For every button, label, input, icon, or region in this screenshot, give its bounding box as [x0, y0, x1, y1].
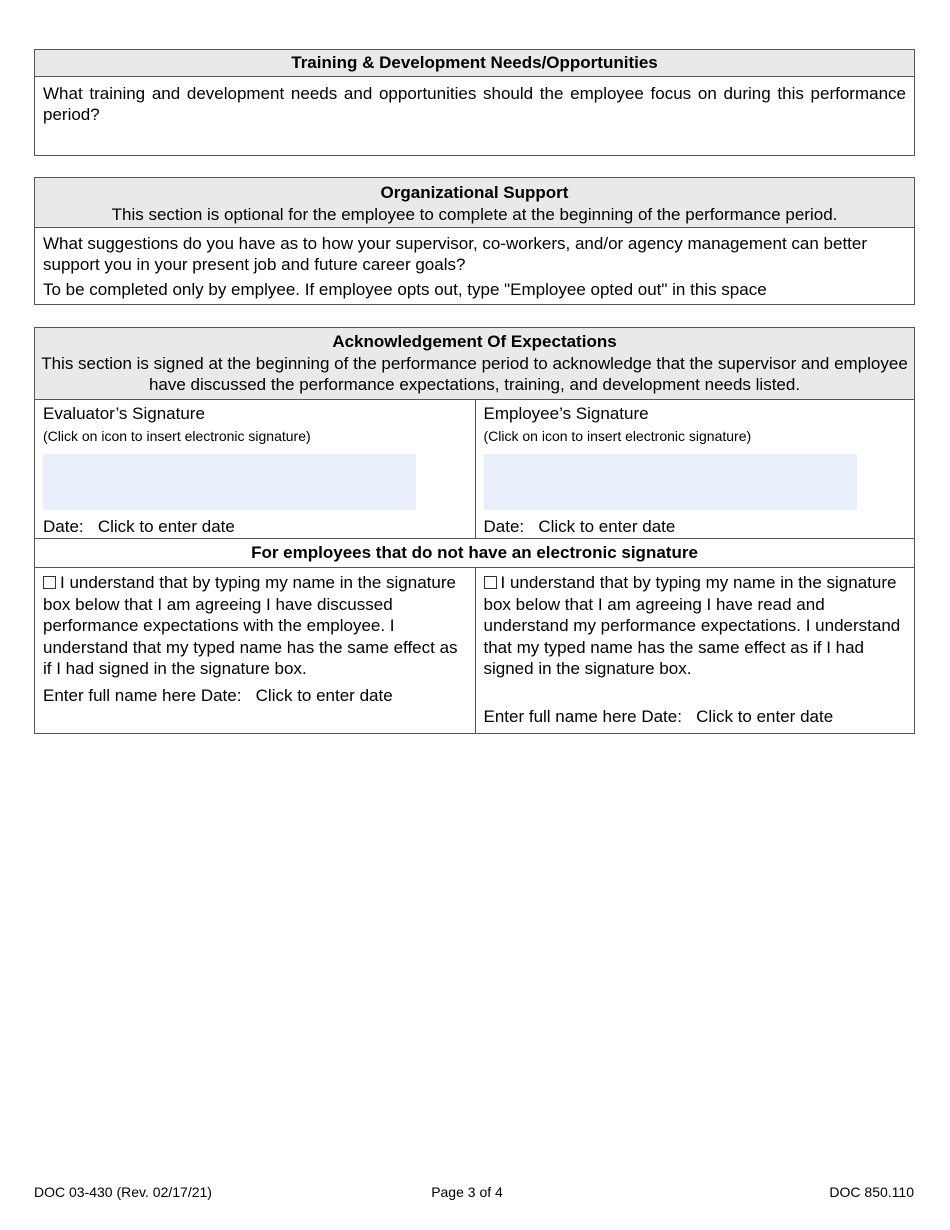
employee-name-field[interactable]: Enter full name here	[483, 707, 637, 726]
acknowledgement-title: Acknowledgement Of Expectations	[332, 332, 617, 351]
org-support-response-field[interactable]: To be completed only by emplyee. If employee opts out, type "Employee opted out" in this space	[43, 280, 767, 299]
no-esig-header: For employees that do not have an electronic signature	[35, 539, 914, 568]
evaluator-typed-name-row	[43, 685, 467, 706]
acknowledgement-section	[34, 327, 915, 734]
employee-date-field[interactable]: Click to enter date	[538, 517, 676, 536]
evaluator-statement-text: I understand that by typing my name in the signature box below that I am agreeing I have discussed performance expectations with the employee. I understand that my typed name has the same effect as if I had signed in the signature box.	[43, 573, 458, 678]
employee-date-label: Date:	[483, 517, 525, 536]
employee-signature-hint: (Click on icon to insert electronic signature)	[483, 428, 752, 444]
training-section	[34, 49, 915, 156]
evaluator-date-field[interactable]: Click to enter date	[97, 517, 235, 536]
evaluator-name-field[interactable]: Enter full name here	[43, 685, 197, 705]
org-support-subtitle: This section is optional for the employee to complete at the beginning of the performance period.	[111, 205, 838, 224]
typed-signature-row	[35, 568, 914, 733]
evaluator-signature-label: Evaluator’s Signature	[43, 404, 205, 423]
training-header	[35, 50, 914, 77]
evaluator-date	[43, 516, 467, 537]
org-support-section	[34, 177, 915, 305]
org-support-question: What suggestions do you have as to how your supervisor, co-workers, and/or agency management can better support you in your present job and future career goals?	[43, 234, 868, 274]
org-support-header	[35, 178, 914, 228]
employee-signature-box[interactable]	[484, 454, 857, 510]
evaluator-statement	[43, 572, 467, 680]
evaluator-agree-checkbox[interactable]	[43, 576, 56, 589]
org-support-title: Organizational Support	[380, 183, 569, 202]
evaluator-signature-hint: (Click on icon to insert electronic signature)	[43, 428, 311, 444]
employee-agree-checkbox[interactable]	[484, 576, 497, 589]
employee-statement-text: I understand that by typing my name in the signature box below that I am agreeing I have read and understand my performance expectations. I understand that my typed name has the same effect as if I had signed in the signature box.	[483, 573, 901, 678]
evaluator-signature-box[interactable]	[43, 454, 416, 510]
employee-typed-cell	[475, 568, 915, 733]
employee-date	[484, 516, 907, 537]
evaluator-date-label: Date:	[43, 517, 84, 536]
evaluator-signature-cell	[35, 400, 475, 538]
evaluator-typed-date-label: Date:	[200, 685, 242, 705]
footer-page-number: Page 3 of 4	[431, 1184, 503, 1200]
employee-typed-date-label: Date:	[641, 707, 682, 726]
employee-statement	[484, 572, 907, 680]
acknowledgement-header	[35, 328, 914, 400]
footer-policy-number: DOC 850.110	[829, 1184, 914, 1200]
employee-signature-cell	[475, 400, 915, 538]
evaluator-typed-cell	[35, 568, 475, 733]
employee-typed-date-field[interactable]: Click to enter date	[696, 707, 834, 726]
acknowledgement-subtitle: This section is signed at the beginning of the performance period to acknowledge that the supervisor and employee have discussed the performance expectations, training, and development needs listed.	[41, 354, 908, 394]
footer-form-id: DOC 03-430 (Rev. 02/17/21)	[34, 1184, 212, 1200]
employee-signature-label: Employee’s Signature	[483, 404, 649, 423]
employee-typed-name-row	[484, 706, 834, 727]
training-title: Training & Development Needs/Opportunities	[291, 53, 658, 72]
evaluator-typed-date-field[interactable]: Click to enter date	[255, 685, 393, 705]
training-question[interactable]: What training and development needs and opportunities should the employee focus on during this performance period?	[43, 84, 906, 124]
signature-row	[35, 400, 914, 539]
